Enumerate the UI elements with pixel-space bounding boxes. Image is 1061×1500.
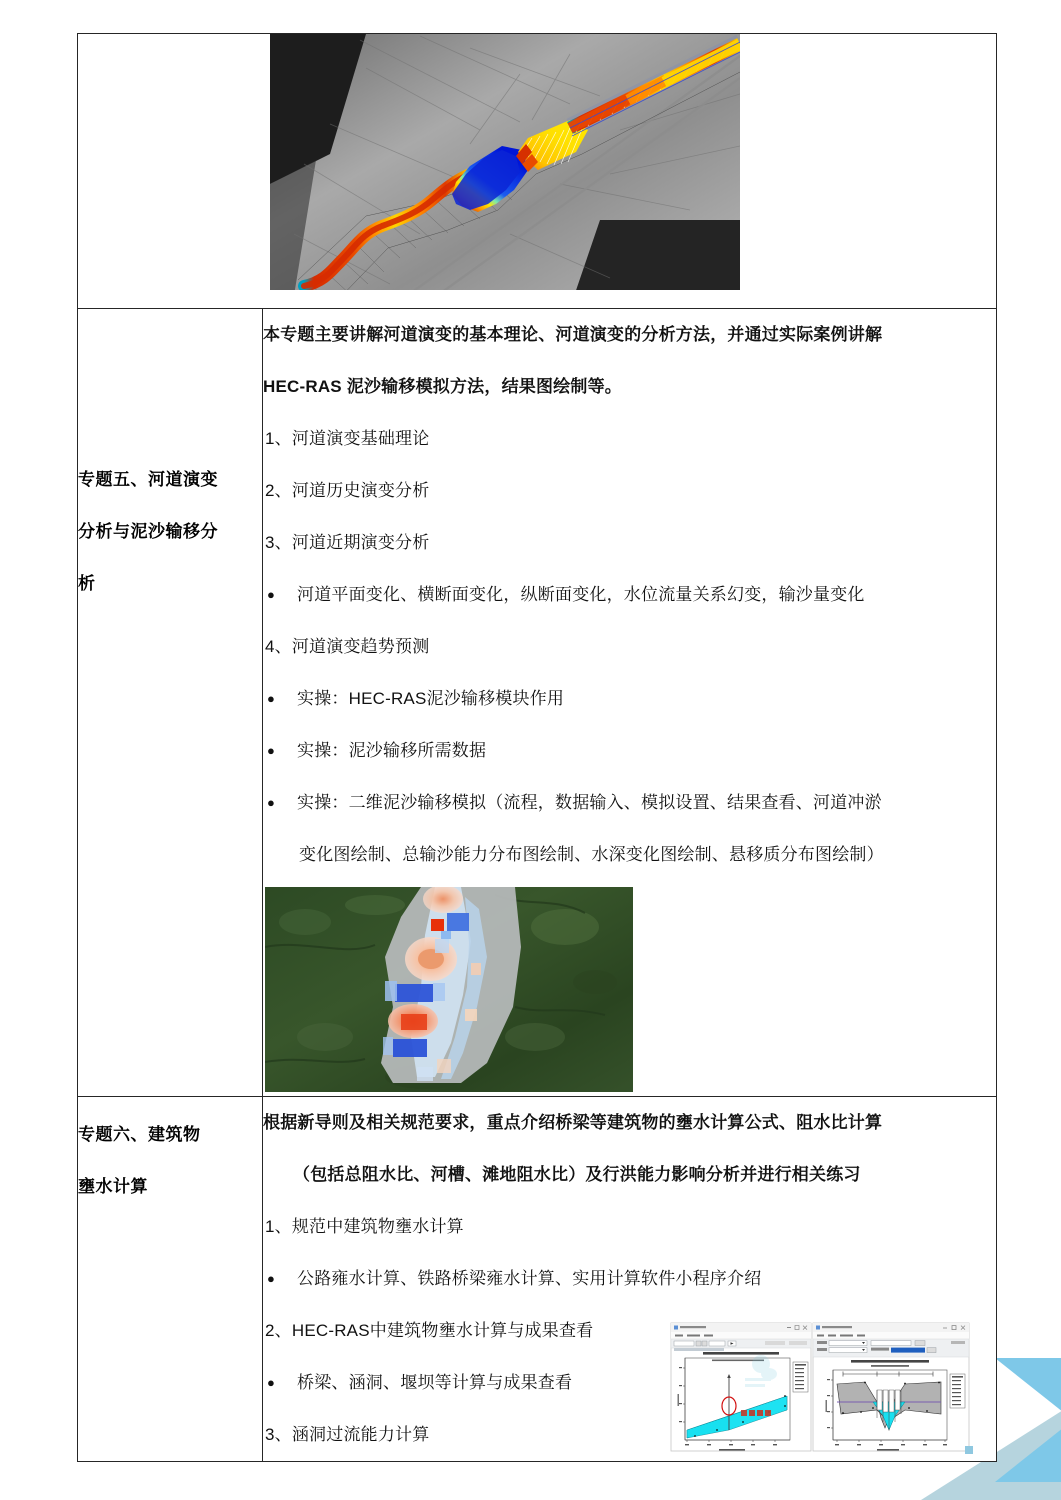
course-outline-table	[77, 33, 997, 1462]
profile-plot-window	[671, 1323, 811, 1451]
topic-6-item-1: 1、规范中建筑物壅水计算	[265, 1217, 464, 1236]
topic-5-label-line-3: 析	[78, 574, 96, 593]
topic-5-label	[78, 309, 262, 610]
topic-5-intro-line-2: HEC-RAS 泥沙输移模拟方法，结果图绘制等。	[263, 377, 622, 396]
topic-5-item-9: 变化图绘制、总输沙能力分布图绘制、水深变化图绘制、悬移质分布图绘制）	[299, 845, 884, 864]
topic-6-label-line-2: 壅水计算	[78, 1177, 148, 1196]
topic-6-item-4: ● 桥梁、涵洞、堰坝等计算与成果查看	[263, 1357, 996, 1409]
topic-5-item-5: 4、河道演变趋势预测	[265, 637, 430, 656]
topic-5-item-4: ● 河道平面变化、横断面变化，纵断面变化，水位流量关系幻变，输沙量变化	[263, 569, 996, 621]
topic-6-item-2: ● 公路雍水计算、铁路桥梁雍水计算、实用计算软件小程序介绍	[263, 1253, 996, 1305]
topic-6-label-cell	[78, 1097, 263, 1462]
decorative-triangle-blue	[995, 1358, 1061, 1482]
topic-5-item-7: ● 实操：泥沙输移所需数据	[263, 725, 996, 777]
hec-ras-2d-velocity-map	[270, 34, 740, 308]
topic-5-item-2: 2、河道历史演变分析	[265, 481, 430, 500]
topic-6-intro-line-2: （包括总阻水比、河槽、滩地阻水比）及行洪能力影响分析并进行相关练习	[293, 1165, 861, 1184]
topic-5-intro-line-1: 本专题主要讲解河道演变的基本理论、河道演变的分析方法，并通过实际案例讲解	[263, 325, 883, 344]
topic-5-item-8: ● 实操：二维泥沙输移模拟（流程，数据输入、模拟设置、结果查看、河道冲淤	[263, 777, 996, 829]
table-row-topic-5	[78, 309, 997, 1097]
cross-section-window	[813, 1323, 969, 1451]
topic-5-item-3: 3、河道近期演变分析	[265, 533, 430, 552]
hec-ras-bridge-scour-windows	[665, 1318, 975, 1458]
table-row-top-figure	[78, 34, 997, 309]
topic-6-item-5: 3、涵洞过流能力计算	[265, 1425, 430, 1444]
sediment-change-satellite-map	[265, 887, 633, 1092]
topic-5-label-line-2: 分析与泥沙输移分	[78, 522, 218, 541]
topic-6-item-3: 2、HEC-RAS中建筑物壅水计算与成果查看	[265, 1321, 594, 1340]
top-figure-cell	[78, 34, 997, 309]
topic-6-label-line-1: 专题六、建筑物	[78, 1125, 201, 1144]
topic-5-item-6: ● 实操：HEC-RAS泥沙输移模块作用	[263, 673, 996, 725]
topic-6-intro-line-1: 根据新导则及相关规范要求，重点介绍桥梁等建筑物的壅水计算公式、阻水比计算	[263, 1113, 883, 1132]
topic-5-item-1: 1、河道演变基础理论	[265, 429, 430, 448]
topic-6-label	[78, 1097, 262, 1213]
topic-5-label-line-1: 专题五、河道演变	[78, 470, 218, 489]
topic-5-body-cell	[263, 309, 997, 1097]
topic-5-label-cell	[78, 309, 263, 1097]
